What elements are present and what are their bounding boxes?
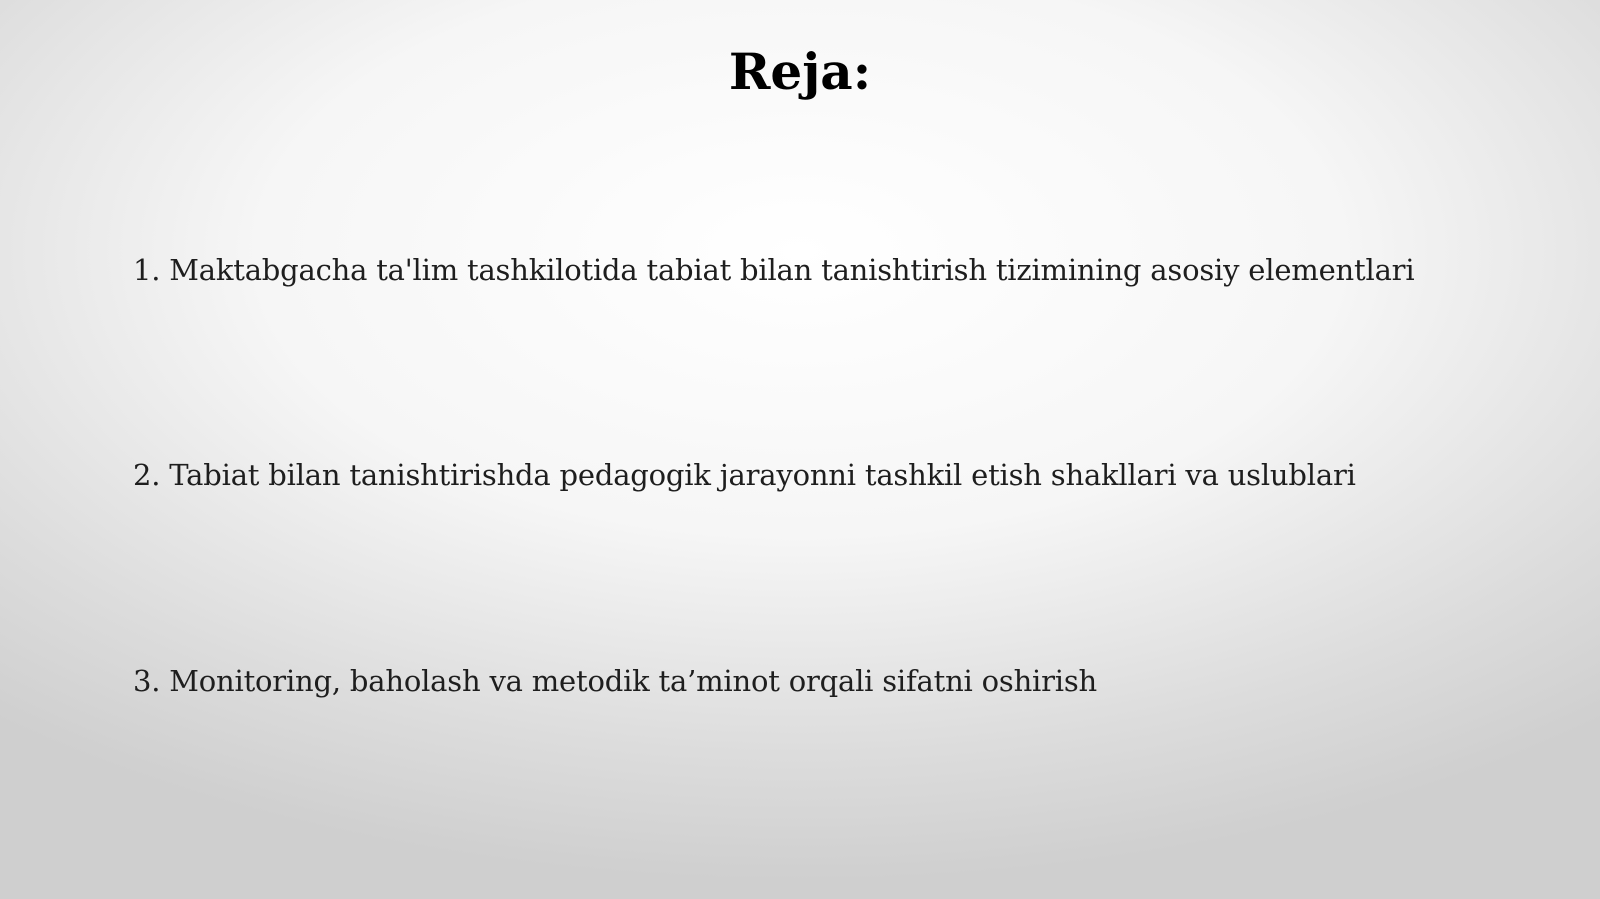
plan-item-1: 1. Maktabgacha ta'lim tashkilotida tabiat bilan tanishtirish tizimining asosiy elementlari <box>133 253 1415 287</box>
slide-title: Reja: <box>728 42 872 101</box>
plan-item-2: 2. Tabiat bilan tanishtirishda pedagogik jarayonni tashkil etish shakllari va uslublari <box>133 458 1356 492</box>
plan-item-3: 3. Monitoring, baholash va metodik ta’minot orqali sifatni oshirish <box>133 664 1098 698</box>
